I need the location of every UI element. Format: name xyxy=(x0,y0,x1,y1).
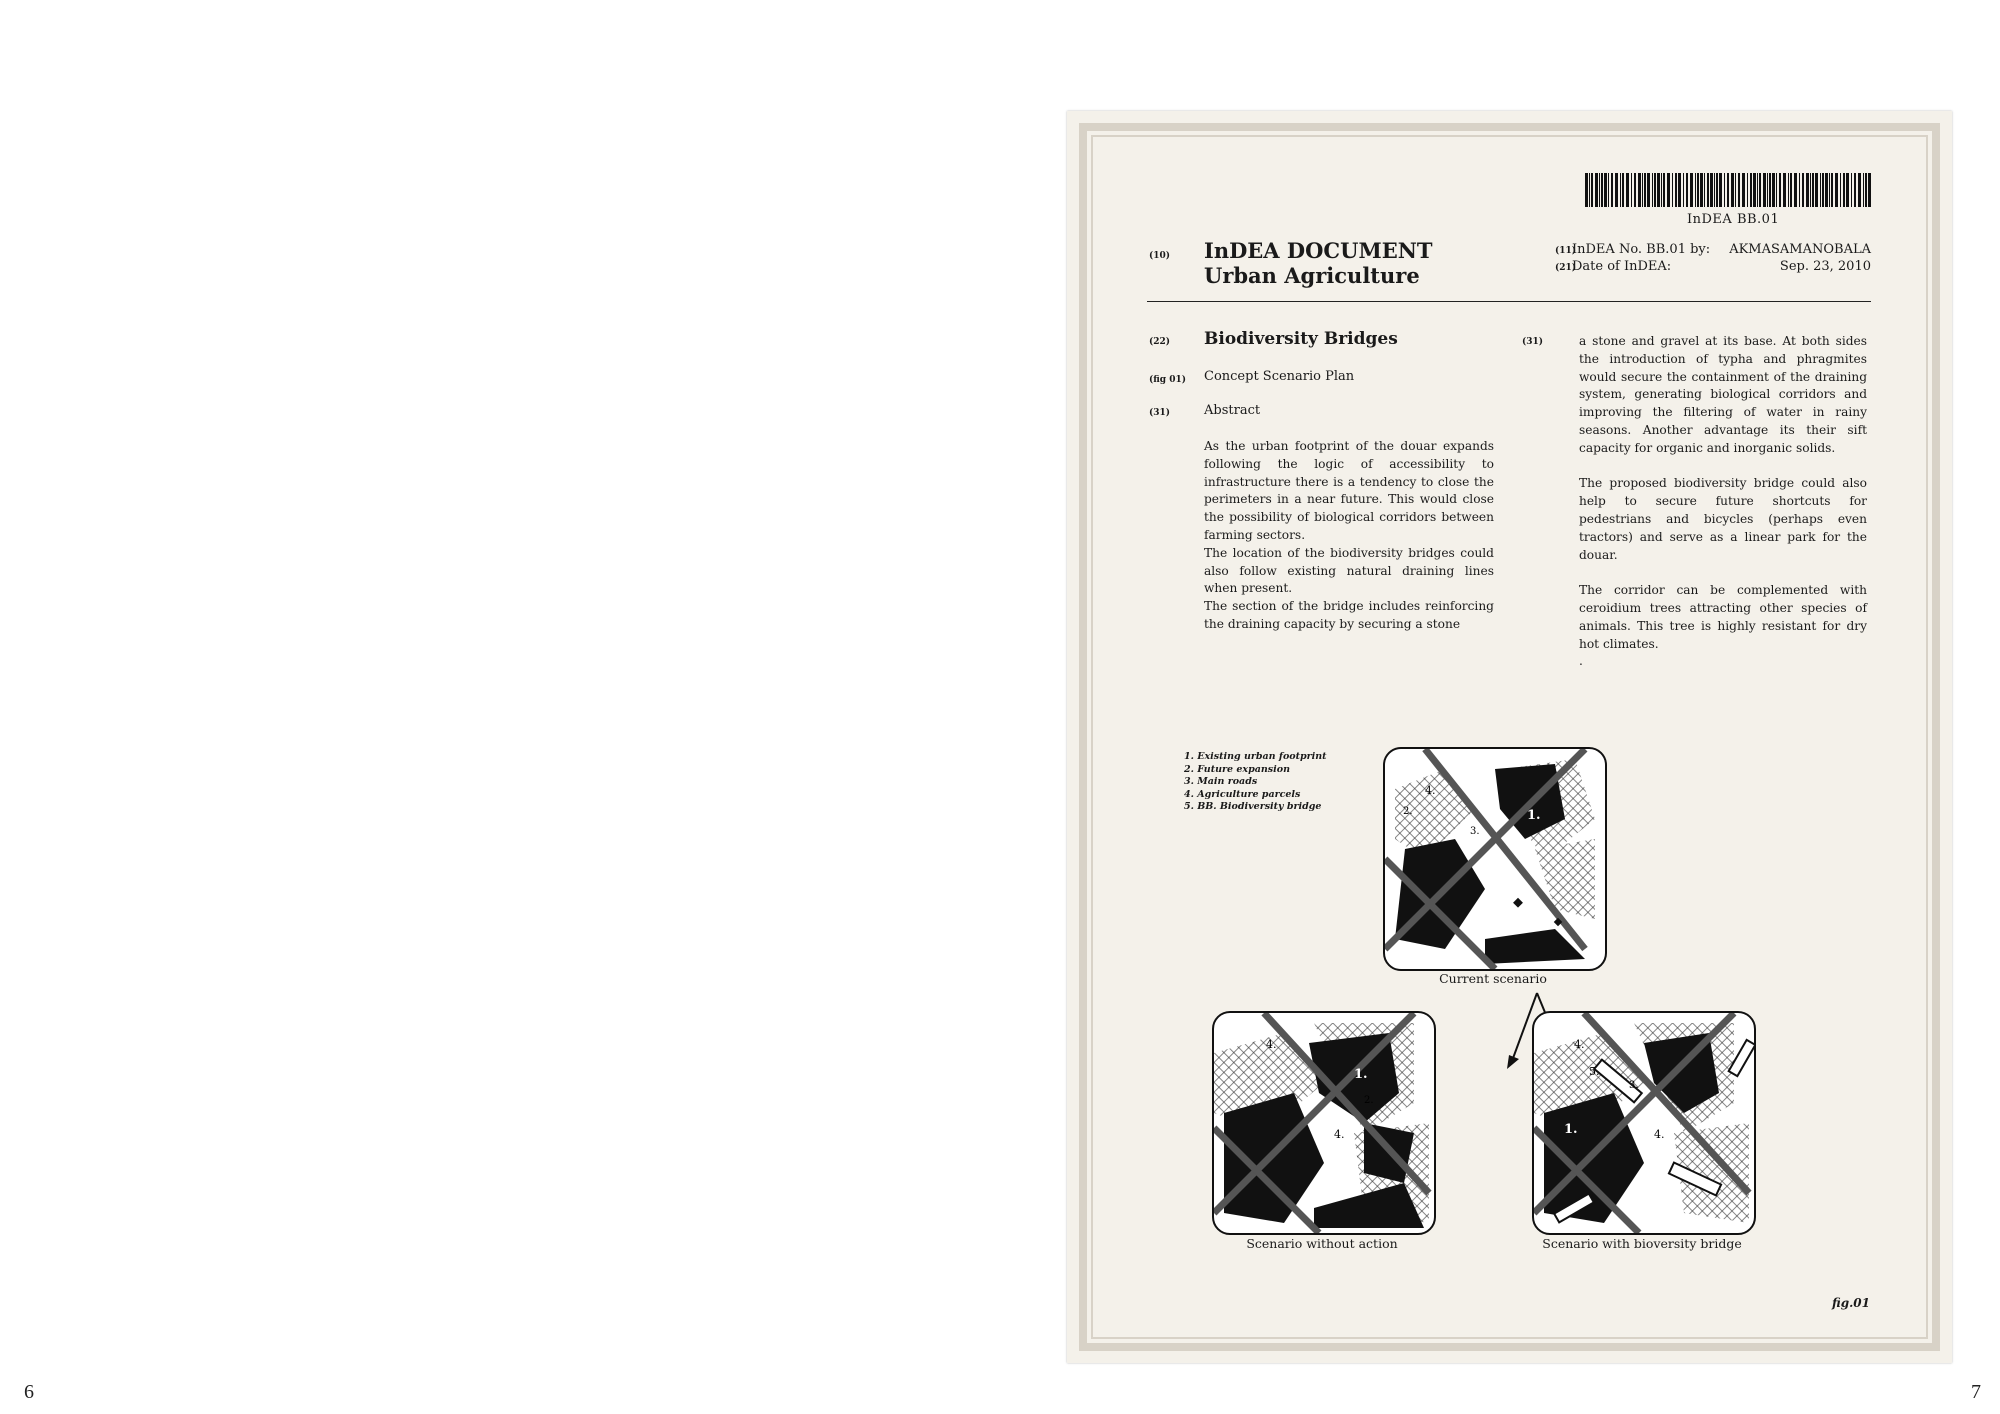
legend-item: 1. Existing urban footprint xyxy=(1184,751,1327,762)
map-label: 3. xyxy=(1470,826,1480,837)
map-label: 2. xyxy=(1403,806,1413,817)
document-date: Sep. 23, 2010 xyxy=(1779,259,1871,274)
figure-caption: Concept Scenario Plan xyxy=(1204,369,1355,384)
map-label: 4. xyxy=(1654,1128,1665,1141)
map-current-scenario xyxy=(1383,747,1607,971)
map-scenario-with-bridge xyxy=(1532,1011,1756,1235)
paragraph: The proposed biodiversity bridge could also help to secure future shortcuts for pedestrians and bicycles (perhaps even tractors) and serve as a linear park for the douar. xyxy=(1579,476,1867,562)
document-code: InDEA BB.01 xyxy=(1687,212,1780,227)
map-label: 5. xyxy=(1589,1065,1600,1078)
map-label: 1. xyxy=(1564,1122,1578,1137)
page-number-left: 6 xyxy=(24,1381,34,1403)
field-tag: (31) xyxy=(1149,408,1171,418)
section-title: Biodiversity Bridges xyxy=(1204,329,1398,349)
document-sheet xyxy=(1067,111,1952,1363)
document-author: AKMASAMANOBALA xyxy=(1729,242,1871,257)
legend-item: 4. Agriculture parcels xyxy=(1184,788,1301,800)
legend-item: 3. Main roads xyxy=(1184,776,1258,787)
field-tag: (10) xyxy=(1149,251,1171,261)
figure-caption-current: Current scenario xyxy=(1439,971,1547,986)
paragraph: The corridor can be complemented with ceroidium trees attracting other species of animals. This tree is highly resistant for dry hot climates. xyxy=(1579,583,1867,651)
field-tag: (31) xyxy=(1522,337,1544,347)
document-title: InDEA DOCUMENT xyxy=(1204,238,1433,263)
header-rule xyxy=(1147,301,1871,302)
paragraph: The section of the bridge includes reinforcing the draining capacity by securing a stone xyxy=(1204,599,1494,631)
legend-item: 5. BB. Biodiversity bridge xyxy=(1184,801,1322,812)
trailing-period: . xyxy=(1579,654,1583,669)
continued-text xyxy=(1579,333,1867,671)
document-number-label: InDEA No. BB.01 by: xyxy=(1572,242,1711,257)
abstract-text xyxy=(1204,438,1494,634)
map-label: 2. xyxy=(1364,1095,1374,1106)
paragraph: As the urban footprint of the douar expands following the logic of accessibility to infrastructure there is a tendency to close the perimeters in a near future. This would close the possibility of biological corridors between farming sectors. xyxy=(1204,439,1494,542)
map-label: 4. xyxy=(1334,1128,1345,1141)
legend-item: 2. Future expansion xyxy=(1184,763,1290,775)
paragraph: a stone and gravel at its base. At both sides the introduction of typha and phragmites would secure the containment of the draining system, generating biological corridors and improving the filtering of water in rainy seasons. Another advantage its their sift capacity for organic and inorganic solids. xyxy=(1579,334,1867,455)
document-subtitle: Urban Agriculture xyxy=(1204,263,1420,288)
map-drawing xyxy=(1385,749,1605,969)
map-drawing xyxy=(1214,1013,1434,1233)
map-label: 1. xyxy=(1354,1067,1368,1082)
map-label: 4. xyxy=(1266,1038,1277,1051)
paragraph: The location of the biodiversity bridges could also follow existing natural draining lines when present. xyxy=(1204,545,1494,596)
map-drawing xyxy=(1534,1013,1754,1233)
figure-caption-with-bridge: Scenario with bioversity bridge xyxy=(1542,1236,1742,1251)
field-tag: (11) xyxy=(1555,246,1577,256)
map-label: 4. xyxy=(1574,1038,1585,1051)
map-label: 4. xyxy=(1425,784,1436,797)
barcode-image xyxy=(1585,173,1871,207)
page-number-right: 7 xyxy=(1971,1381,1981,1403)
map-label: 3. xyxy=(1629,1080,1639,1091)
map-scenario-without-action xyxy=(1212,1011,1436,1235)
field-tag: (21) xyxy=(1555,263,1577,273)
figure-caption-without-action: Scenario without action xyxy=(1246,1236,1398,1251)
figure-legend xyxy=(1184,751,1327,814)
field-tag: (22) xyxy=(1149,337,1171,347)
document-date-label: Date of InDEA: xyxy=(1572,259,1672,274)
figure-label: fig.01 xyxy=(1832,1296,1870,1310)
map-label: 1. xyxy=(1527,808,1541,823)
field-tag: (fig 01) xyxy=(1149,375,1187,385)
abstract-label: Abstract xyxy=(1204,403,1261,418)
